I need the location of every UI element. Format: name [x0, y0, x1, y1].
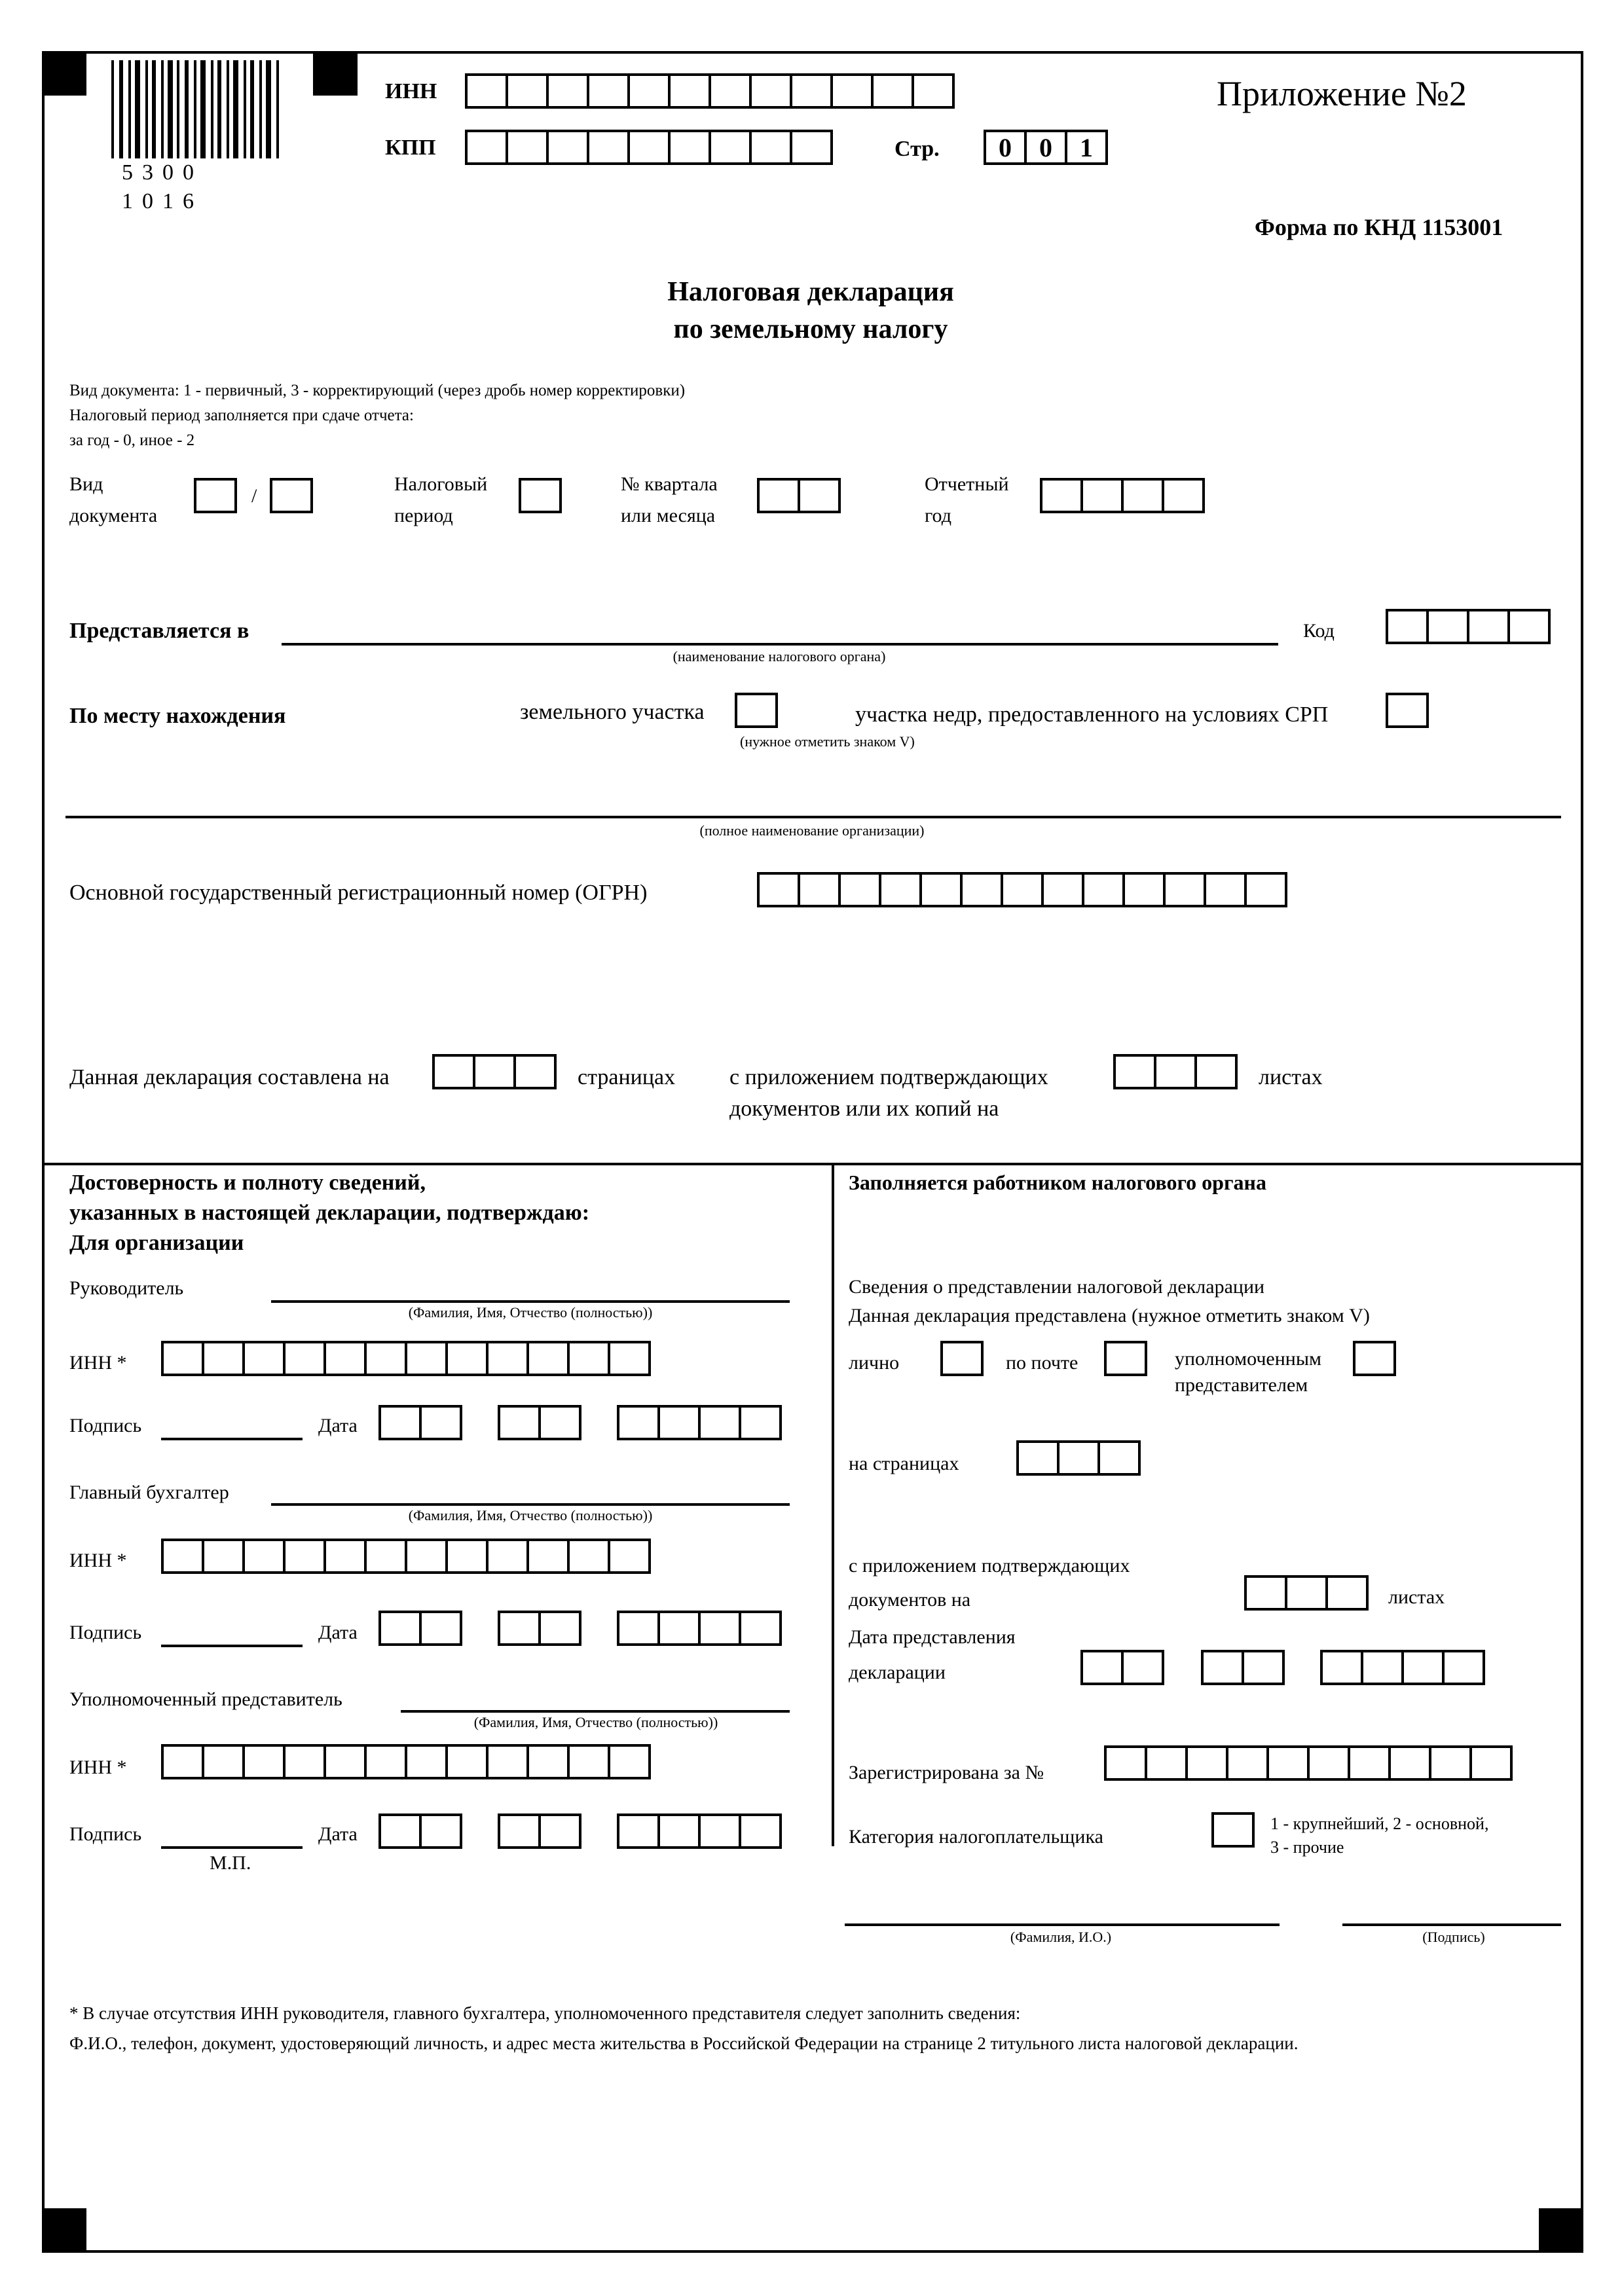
input-cell[interactable] [270, 478, 313, 513]
input-cell[interactable] [242, 1744, 286, 1779]
subsoil-label: участка недр, предоставленного на условиях СРП [855, 702, 1329, 727]
input-cell[interactable] [567, 1341, 610, 1376]
input-cell[interactable] [513, 1054, 557, 1089]
input-cell[interactable] [1226, 1745, 1269, 1781]
input-cell[interactable] [698, 1611, 741, 1646]
correction-number-box[interactable] [270, 478, 313, 513]
input-cell[interactable] [498, 1611, 541, 1646]
input-cell[interactable] [1162, 478, 1205, 513]
accountant-signature-line[interactable] [161, 1645, 303, 1647]
input-cell[interactable] [1469, 1745, 1513, 1781]
input-cell[interactable] [486, 1744, 529, 1779]
note-line: Налоговый период заполняется при сдаче отчета: [69, 407, 414, 424]
input-cell[interactable] [709, 130, 752, 165]
corner-marker [313, 51, 358, 96]
attachments-count-boxes[interactable] [1113, 1054, 1238, 1089]
input-cell[interactable] [912, 73, 955, 109]
ogrn-label: Основной государственный регистрационный номер (ОГРН) [69, 881, 648, 905]
submission-date-label: Дата представления декларации [849, 1626, 1016, 1683]
input-cell[interactable] [567, 1539, 610, 1574]
page-number-boxes[interactable] [984, 130, 1108, 165]
officer-signature-line[interactable] [1342, 1923, 1561, 1926]
input-cell[interactable] [757, 478, 800, 513]
registered-label: Зарегистрирована за № [849, 1762, 1044, 1783]
head-label: Руководитель [69, 1277, 184, 1299]
subsoil-checkbox[interactable] [1386, 693, 1429, 728]
title-line-2: по земельному налогу [673, 314, 948, 344]
org-name-caption: (полное наименование организации) [699, 822, 925, 839]
input-cell[interactable] [161, 1341, 204, 1376]
pages-word: страницах [578, 1065, 676, 1089]
input-cell[interactable] [526, 1341, 570, 1376]
accountant-date-label: Дата [318, 1622, 358, 1643]
input-cell[interactable] [1041, 872, 1084, 907]
inn-boxes[interactable] [465, 73, 955, 109]
doc-type-box[interactable] [194, 478, 237, 513]
input-cell[interactable] [445, 1539, 488, 1574]
input-cell[interactable] [798, 872, 841, 907]
authority-label: Представляется в [69, 619, 249, 643]
input-cell[interactable] [1285, 1575, 1328, 1611]
input-cell[interactable] [465, 130, 508, 165]
input-cell[interactable] [1040, 478, 1083, 513]
quarter-label: № квартала или месяца [621, 473, 718, 526]
input-cell[interactable] [538, 1405, 581, 1440]
category-note: 1 - крупнейший, 2 - основной, 3 - прочие [1270, 1814, 1489, 1857]
input-cell[interactable] [1080, 1650, 1124, 1685]
input-cell[interactable] [1266, 1745, 1310, 1781]
by-mail-label: по почте [1006, 1352, 1078, 1374]
input-cell[interactable] [364, 1341, 407, 1376]
input-cell[interactable] [546, 130, 589, 165]
input-cell[interactable] [1185, 1745, 1228, 1781]
authority-caption: (наименование налогового органа) [673, 648, 886, 665]
input-cell[interactable] [668, 130, 711, 165]
input-cell[interactable] [830, 73, 874, 109]
input-cell[interactable] [1507, 609, 1551, 644]
ogrn-boxes[interactable] [757, 872, 1287, 907]
input-cell[interactable] [202, 1744, 245, 1779]
representative-label: Уполномоченный представитель [69, 1688, 342, 1710]
input-cell[interactable] [283, 1539, 326, 1574]
input-cell[interactable] [587, 73, 630, 109]
input-cell[interactable] [1104, 1341, 1147, 1376]
received-sheets-word: листах [1388, 1586, 1445, 1608]
representative-fio-caption: (Фамилия, Имя, Отчество (полностью)) [473, 1714, 718, 1730]
input-cell[interactable] [283, 1744, 326, 1779]
input-cell[interactable] [445, 1341, 488, 1376]
personally-checkbox[interactable] [940, 1341, 984, 1376]
land-plot-checkbox[interactable] [735, 693, 778, 728]
confirmation-heading: Достоверность и полноту сведений, указанных в настоящей декларации, подтверждаю: Для организации [69, 1171, 590, 1255]
input-cell[interactable] [1016, 1440, 1060, 1476]
input-cell[interactable] [698, 1813, 741, 1849]
title-line-1: Налоговая декларация [667, 277, 954, 307]
column-divider [832, 1163, 834, 1846]
input-cell[interactable] [445, 1744, 488, 1779]
input-cell[interactable] [608, 1744, 651, 1779]
input-cell[interactable] [405, 1539, 448, 1574]
input-cell[interactable] [1001, 872, 1044, 907]
submission-date-year[interactable] [1320, 1650, 1485, 1685]
representative-date-day[interactable] [378, 1813, 462, 1849]
input-cell[interactable] [378, 1405, 422, 1440]
input-cell[interactable] [1121, 478, 1164, 513]
input-cell[interactable] [1361, 1650, 1404, 1685]
accountant-signature-label: Подпись [69, 1622, 142, 1643]
input-cell[interactable] [940, 1341, 984, 1376]
authority-code-boxes[interactable] [1386, 609, 1551, 644]
input-cell[interactable] [735, 693, 778, 728]
input-cell[interactable] [242, 1539, 286, 1574]
input-cell[interactable] [617, 1813, 660, 1849]
representative-signature-label: Подпись [69, 1823, 142, 1845]
corner-marker [42, 51, 86, 96]
head-date-year[interactable] [617, 1405, 782, 1440]
input-cell[interactable] [486, 1341, 529, 1376]
input-cell[interactable] [1154, 1054, 1197, 1089]
input-cell[interactable] [1242, 1650, 1285, 1685]
input-cell[interactable] [538, 1611, 581, 1646]
tax-officer-heading: Заполняется работником налогового органа [849, 1171, 1266, 1194]
input-cell[interactable] [419, 1813, 462, 1849]
input-cell[interactable] [1201, 1650, 1244, 1685]
category-label: Категория налогоплательщика [849, 1826, 1103, 1848]
land-plot-label: земельного участка [520, 700, 705, 724]
pages-label: Данная декларация составлена на [69, 1065, 390, 1089]
input-cell[interactable] [1244, 872, 1287, 907]
representative-inn-boxes[interactable] [161, 1744, 651, 1779]
input-cell[interactable] [1386, 609, 1429, 644]
input-cell[interactable] [698, 1405, 741, 1440]
input-cell[interactable] [526, 1744, 570, 1779]
input-cell[interactable] [506, 73, 549, 109]
input-cell[interactable] [709, 73, 752, 109]
input-cell[interactable] [161, 1744, 204, 1779]
input-cell[interactable] [587, 130, 630, 165]
note-line: за год - 0, иное - 2 [69, 431, 195, 449]
input-cell[interactable] [1121, 1650, 1164, 1685]
accountant-inn-boxes[interactable] [161, 1539, 651, 1574]
input-cell[interactable] [879, 872, 922, 907]
head-fio-line[interactable] [271, 1300, 790, 1303]
input-cell[interactable] [657, 1611, 701, 1646]
input-cell[interactable] [1113, 1054, 1156, 1089]
input-cell[interactable] [161, 1539, 204, 1574]
input-cell[interactable] [1429, 1745, 1472, 1781]
input-cell[interactable] [506, 130, 549, 165]
head-inn-boxes[interactable] [161, 1341, 651, 1376]
input-cell[interactable] [1353, 1341, 1396, 1376]
input-cell[interactable] [194, 478, 237, 513]
footnote: * В случае отсутствия ИНН руководителя, главного бухгалтера, уполномоченного представителя следует заполнить сведения: Ф.И.О., телефон, документ, удостоверяющий личность, и адрес места жительства в Российской Федерации на странице 2 титульного листа налоговой декларации. [69, 2003, 1299, 2053]
input-cell[interactable] [486, 1539, 529, 1574]
slash: / [251, 485, 257, 507]
input-cell[interactable] [1082, 872, 1125, 907]
inn-label: ИНН [385, 79, 437, 103]
input-cell[interactable] [323, 1341, 367, 1376]
input-cell[interactable] [323, 1744, 367, 1779]
representative-delivery-label: уполномоченным представителем [1175, 1348, 1321, 1396]
input-cell[interactable] [790, 130, 833, 165]
input-cell[interactable] [1204, 872, 1247, 907]
input-cell[interactable] [567, 1744, 610, 1779]
input-cell[interactable] [1325, 1575, 1369, 1611]
input-cell[interactable] [1211, 1812, 1255, 1848]
kpp-label: КПП [385, 136, 436, 160]
representative-date-label: Дата [318, 1823, 358, 1845]
doc-type-label: Вид документа [69, 473, 158, 526]
input-cell[interactable] [202, 1539, 245, 1574]
officer-fio-caption: (Фамилия, И.О.) [1010, 1929, 1112, 1945]
corner-marker [42, 2208, 86, 2253]
input-cell[interactable] [1307, 1745, 1350, 1781]
input-cell[interactable] [757, 872, 800, 907]
appendix-label: Приложение №2 [1217, 74, 1467, 113]
head-date-month[interactable] [498, 1405, 581, 1440]
mark-note: (нужное отметить знаком V) [740, 733, 915, 750]
corner-marker [1539, 2208, 1583, 2253]
input-cell[interactable] [838, 872, 881, 907]
input-cell[interactable] [1401, 1650, 1445, 1685]
input-cell[interactable] [1467, 609, 1510, 644]
sheets-word: листах [1259, 1065, 1323, 1089]
officer-signature-caption: (Подпись) [1422, 1929, 1485, 1945]
page-digit: 1 [1065, 130, 1108, 165]
input-cell[interactable] [739, 1611, 782, 1646]
period-label: Налоговый период [394, 473, 488, 526]
representative-date-month[interactable] [498, 1813, 581, 1849]
input-cell[interactable] [960, 872, 1003, 907]
input-cell[interactable] [526, 1539, 570, 1574]
quarter-boxes[interactable] [757, 478, 841, 513]
input-cell[interactable] [546, 73, 589, 109]
input-cell[interactable] [617, 1611, 660, 1646]
barcode-number: 5300 1016 [122, 160, 203, 214]
input-cell[interactable] [627, 130, 671, 165]
input-cell[interactable] [364, 1539, 407, 1574]
input-cell[interactable] [919, 872, 963, 907]
category-box[interactable] [1211, 1812, 1255, 1848]
head-date-day[interactable] [378, 1405, 462, 1440]
representative-inn-label: ИНН * [69, 1757, 127, 1778]
representative-signature-line[interactable] [161, 1846, 303, 1849]
head-signature-line[interactable] [161, 1438, 303, 1440]
input-cell[interactable] [538, 1813, 581, 1849]
input-cell[interactable] [798, 478, 841, 513]
received-attachments-label: с приложением подтверждающих документов на [849, 1555, 1130, 1611]
submission-date-month[interactable] [1201, 1650, 1285, 1685]
accountant-fio-line[interactable] [271, 1503, 790, 1506]
input-cell[interactable] [749, 130, 792, 165]
year-label: Отчетный год [925, 473, 1009, 526]
input-cell[interactable] [1244, 1575, 1287, 1611]
accountant-inn-label: ИНН * [69, 1550, 127, 1571]
input-cell[interactable] [405, 1341, 448, 1376]
attachments-label: с приложением подтверждающих документов или их копий на [729, 1065, 1048, 1121]
registration-number-boxes[interactable] [1104, 1745, 1513, 1781]
input-cell[interactable] [1122, 872, 1166, 907]
page-digit: 0 [984, 130, 1027, 165]
input-cell[interactable] [498, 1813, 541, 1849]
input-cell[interactable] [657, 1405, 701, 1440]
page-digit: 0 [1024, 130, 1067, 165]
section-divider [42, 1163, 1583, 1165]
submission-info: Сведения о представлении налоговой декларации Данная декларация представлена (нужное отметить знаком V) [849, 1276, 1370, 1326]
input-cell[interactable] [405, 1744, 448, 1779]
instructions [69, 378, 685, 453]
year-boxes[interactable] [1040, 478, 1205, 513]
representative-date-year[interactable] [617, 1813, 782, 1849]
accountant-fio-caption: (Фамилия, Имя, Отчество (полностью)) [408, 1507, 653, 1523]
page-label: Стр. [894, 137, 940, 161]
input-cell[interactable] [1057, 1440, 1100, 1476]
head-inn-label: ИНН * [69, 1352, 127, 1374]
accountant-date-year[interactable] [617, 1611, 782, 1646]
form-code: Форма по КНД 1153001 [1255, 214, 1503, 240]
input-cell[interactable] [1097, 1440, 1141, 1476]
pages-count-boxes[interactable] [432, 1054, 557, 1089]
input-cell[interactable] [1442, 1650, 1485, 1685]
input-cell[interactable] [419, 1405, 462, 1440]
input-cell[interactable] [668, 73, 711, 109]
head-fio-caption: (Фамилия, Имя, Отчество (полностью)) [408, 1304, 653, 1321]
input-cell[interactable] [1426, 609, 1469, 644]
input-cell[interactable] [242, 1341, 286, 1376]
representative-checkbox[interactable] [1353, 1341, 1396, 1376]
submission-date-day[interactable] [1080, 1650, 1164, 1685]
input-cell[interactable] [627, 73, 671, 109]
input-cell[interactable] [1163, 872, 1206, 907]
input-cell[interactable] [519, 478, 562, 513]
kpp-boxes[interactable] [465, 130, 833, 165]
period-box[interactable] [519, 478, 562, 513]
input-cell[interactable] [739, 1813, 782, 1849]
note-line: Вид документа: 1 - первичный, 3 - корректирующий (через дробь номер корректировки) [69, 382, 686, 399]
received-pages-boxes[interactable] [1016, 1440, 1141, 1476]
authority-line[interactable] [282, 643, 1278, 646]
input-cell[interactable] [608, 1539, 651, 1574]
input-cell[interactable] [1145, 1745, 1188, 1781]
input-cell[interactable] [473, 1054, 516, 1089]
barcode [111, 60, 282, 214]
on-pages-label: на страницах [849, 1453, 959, 1474]
input-cell[interactable] [1348, 1745, 1391, 1781]
input-cell[interactable] [749, 73, 792, 109]
input-cell[interactable] [283, 1341, 326, 1376]
representative-fio-line[interactable] [401, 1710, 790, 1713]
input-cell[interactable] [364, 1744, 407, 1779]
location-label: По месту нахождения [69, 704, 286, 728]
received-attachments-boxes[interactable] [1244, 1575, 1369, 1611]
input-cell[interactable] [419, 1611, 462, 1646]
input-cell[interactable] [1080, 478, 1124, 513]
input-cell[interactable] [378, 1611, 422, 1646]
input-cell[interactable] [378, 1813, 422, 1849]
input-cell[interactable] [1104, 1745, 1147, 1781]
input-cell[interactable] [202, 1341, 245, 1376]
code-label: Код [1303, 620, 1335, 642]
input-cell[interactable] [1386, 693, 1429, 728]
input-cell[interactable] [1194, 1054, 1238, 1089]
input-cell[interactable] [617, 1405, 660, 1440]
input-cell[interactable] [498, 1405, 541, 1440]
input-cell[interactable] [739, 1405, 782, 1440]
accountant-date-month[interactable] [498, 1611, 581, 1646]
input-cell[interactable] [871, 73, 914, 109]
input-cell[interactable] [657, 1813, 701, 1849]
personally-label: лично [849, 1352, 900, 1374]
accountant-date-day[interactable] [378, 1611, 462, 1646]
accountant-label: Главный бухгалтер [69, 1482, 229, 1503]
input-cell[interactable] [465, 73, 508, 109]
input-cell[interactable] [1388, 1745, 1431, 1781]
page-title [549, 274, 1073, 348]
stamp-label: М.П. [210, 1852, 251, 1874]
input-cell[interactable] [1320, 1650, 1363, 1685]
head-date-label: Дата [318, 1415, 358, 1436]
input-cell[interactable] [323, 1539, 367, 1574]
by-mail-checkbox[interactable] [1104, 1341, 1147, 1376]
input-cell[interactable] [608, 1341, 651, 1376]
officer-fio-line[interactable] [845, 1923, 1280, 1926]
org-name-line[interactable] [65, 816, 1561, 818]
head-signature-label: Подпись [69, 1415, 142, 1436]
input-cell[interactable] [432, 1054, 475, 1089]
input-cell[interactable] [790, 73, 833, 109]
